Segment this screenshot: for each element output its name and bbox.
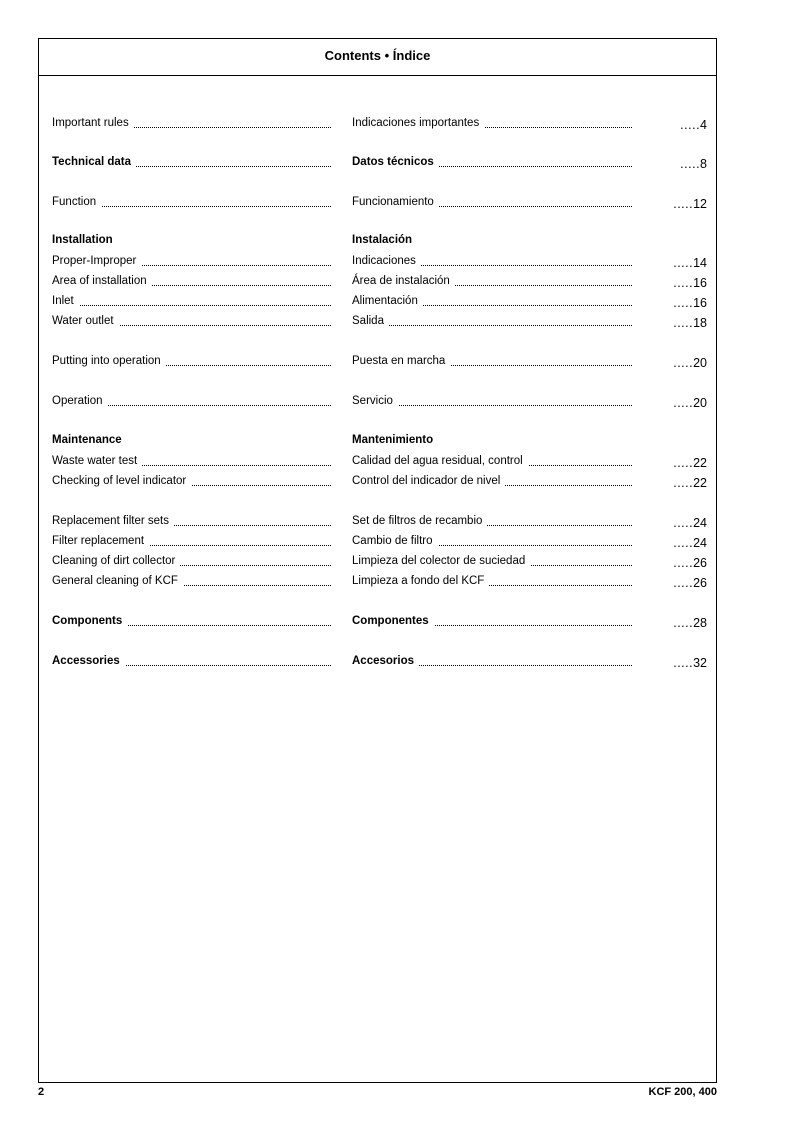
toc-page-number	[680, 155, 707, 173]
page-number-value: 12	[693, 197, 707, 211]
toc-entry-es-label: Alimentación	[352, 295, 423, 307]
toc-entry-es	[352, 572, 632, 590]
page-leader: .....	[673, 576, 694, 590]
page-leader: .....	[673, 536, 694, 550]
toc-entry[interactable]	[39, 652, 716, 670]
section-heading-es: Mantenimiento	[352, 434, 434, 446]
toc-entry-en-label: Area of installation	[52, 275, 152, 287]
page-number-value: 20	[693, 356, 707, 370]
toc-entry-en	[52, 292, 331, 310]
section-heading	[39, 232, 716, 248]
toc-entry-es	[352, 312, 632, 330]
toc-entry-es	[352, 193, 632, 211]
toc-entry[interactable]	[39, 392, 716, 410]
page-leader: .....	[673, 356, 694, 370]
toc-entry-es-label: Salida	[352, 315, 389, 327]
toc-entry-es-label: Cambio de filtro	[352, 535, 438, 547]
toc-entry-es-label: Indicaciones	[352, 255, 421, 267]
toc-entry-en-label: Inlet	[52, 295, 79, 307]
toc-entry-en-label: Waste water test	[52, 455, 142, 467]
toc-entry-es-label: Puesta en marcha	[352, 355, 450, 367]
toc-entry-es	[352, 652, 632, 670]
toc-entry-es-label: Calidad del agua residual, control	[352, 455, 528, 467]
toc-entry-en	[52, 572, 331, 590]
toc-page-number	[673, 654, 707, 672]
toc-entry-es	[352, 512, 632, 530]
toc-page-number	[673, 534, 707, 552]
toc-entry-es	[352, 292, 632, 310]
page-leader: .....	[673, 197, 694, 211]
page-frame	[38, 38, 717, 1083]
page-leader: .....	[673, 516, 694, 530]
toc-entry-en	[52, 193, 331, 211]
toc-entry[interactable]	[39, 472, 716, 490]
toc-entry-es-label: Datos técnicos	[352, 156, 439, 168]
toc-entry-es	[352, 153, 632, 171]
page-number-value: 16	[693, 276, 707, 290]
toc-entry-en-label: Accessories	[52, 655, 125, 667]
toc-entry-en	[52, 612, 331, 630]
toc-entry-en	[52, 153, 331, 171]
toc-entry-en	[52, 472, 331, 490]
page-leader: .....	[673, 296, 694, 310]
toc-entry-es-label: Servicio	[352, 395, 398, 407]
toc-entry-es-label: Set de filtros de recambio	[352, 515, 487, 527]
page-number-value: 22	[693, 456, 707, 470]
toc-entry[interactable]	[39, 552, 716, 570]
page-leader: .....	[673, 256, 694, 270]
toc-entry[interactable]	[39, 193, 716, 211]
page-number-value: 8	[700, 157, 707, 171]
toc-page-number	[673, 274, 707, 292]
toc-entry[interactable]	[39, 612, 716, 630]
toc-page-number	[673, 474, 707, 492]
toc-entry-en	[52, 312, 331, 330]
toc-entry-en	[52, 114, 331, 132]
toc-entry[interactable]	[39, 512, 716, 530]
page-number-value: 20	[693, 396, 707, 410]
toc-entry-es	[352, 392, 632, 410]
toc-entry[interactable]	[39, 532, 716, 550]
page-number-value: 26	[693, 556, 707, 570]
toc-entry-en	[52, 512, 331, 530]
page-number-value: 16	[693, 296, 707, 310]
page-leader: .....	[673, 616, 694, 630]
toc-entry-en	[52, 552, 331, 570]
section-heading-en: Maintenance	[52, 434, 122, 446]
page-number-value: 18	[693, 316, 707, 330]
toc-entry-en	[52, 452, 331, 470]
toc-entry-es	[352, 452, 632, 470]
toc-page-number	[673, 574, 707, 592]
footer-model: KCF 200, 400	[648, 1086, 717, 1098]
toc-entry[interactable]	[39, 312, 716, 330]
page-number-value: 14	[693, 256, 707, 270]
toc-entry-es	[352, 252, 632, 270]
toc-page-number	[673, 195, 707, 213]
toc-entry-en	[52, 352, 331, 370]
toc-page-number	[673, 254, 707, 272]
toc-entry-es-label: Área de instalación	[352, 275, 455, 287]
toc-entry-es	[352, 352, 632, 370]
dot-leader	[52, 305, 331, 306]
toc-entry-en	[52, 252, 331, 270]
toc-entry[interactable]	[39, 452, 716, 470]
page-number-value: 24	[693, 516, 707, 530]
toc-entry-es-label: Control del indicador de nivel	[352, 475, 505, 487]
toc-entry-en-label: Checking of level indicator	[52, 475, 191, 487]
contents-title: Contents • Índice	[324, 48, 431, 63]
toc-entry-es-label: Componentes	[352, 615, 434, 627]
section-heading	[39, 432, 716, 448]
toc-entry[interactable]	[39, 572, 716, 590]
toc-entry-en-label: Cleaning of dirt collector	[52, 555, 180, 567]
toc-entry-es-label: Limpieza a fondo del KCF	[352, 575, 489, 587]
toc-entry-es	[352, 552, 632, 570]
page-number-value: 24	[693, 536, 707, 550]
toc-page-number	[673, 554, 707, 572]
toc-entry-es-label: Indicaciones importantes	[352, 117, 484, 129]
toc-page-number	[680, 116, 707, 134]
toc-entry-es	[352, 114, 632, 132]
toc-entry-en	[52, 272, 331, 290]
toc-entry-es-label: Accesorios	[352, 655, 419, 667]
toc-entry-en-label: Proper-Improper	[52, 255, 141, 267]
toc-entry-en-label: Water outlet	[52, 315, 119, 327]
toc-page-number	[673, 514, 707, 532]
toc-entry-es-label: Funcionamiento	[352, 196, 439, 208]
toc-entry-en-label: General cleaning of KCF	[52, 575, 183, 587]
page-leader: .....	[673, 556, 694, 570]
toc-entry[interactable]	[39, 153, 716, 171]
page-leader: .....	[673, 316, 694, 330]
toc-entry-en	[52, 532, 331, 550]
toc-entry-en-label: Important rules	[52, 117, 134, 129]
toc-entry-en	[52, 392, 331, 410]
dot-leader	[352, 325, 632, 326]
page-number-value: 32	[693, 656, 707, 670]
toc-entry-en-label: Function	[52, 196, 101, 208]
page-leader: .....	[673, 656, 694, 670]
page-leader: .....	[673, 476, 694, 490]
page-number-value: 4	[700, 118, 707, 132]
page-leader: .....	[673, 396, 694, 410]
toc-entry-en-label: Operation	[52, 395, 108, 407]
toc-entry-en-label: Replacement filter sets	[52, 515, 174, 527]
section-heading-es: Instalación	[352, 234, 413, 246]
toc-entry-en	[52, 652, 331, 670]
toc-entry-en-label: Components	[52, 615, 127, 627]
toc-entry[interactable]	[39, 114, 716, 132]
toc-entry-en-label: Filter replacement	[52, 535, 149, 547]
page-number-value: 26	[693, 576, 707, 590]
toc-page-number	[673, 354, 707, 372]
toc-page-number	[673, 314, 707, 332]
toc-page-number	[673, 454, 707, 472]
toc-page-number	[673, 394, 707, 412]
toc-entry-en-label: Putting into operation	[52, 355, 166, 367]
toc-entry-es	[352, 612, 632, 630]
toc-entry-es-label: Limpieza del colector de suciedad	[352, 555, 530, 567]
toc-entry[interactable]	[39, 272, 716, 290]
contents-header	[39, 39, 716, 76]
page-leader: .....	[680, 118, 701, 132]
toc-entry[interactable]	[39, 252, 716, 270]
page-leader: .....	[673, 276, 694, 290]
page-leader: .....	[673, 456, 694, 470]
toc-entry-en-label: Technical data	[52, 156, 136, 168]
toc-entry-es	[352, 472, 632, 490]
toc-entry-es	[352, 272, 632, 290]
page-leader: .....	[680, 157, 701, 171]
toc-entry[interactable]	[39, 352, 716, 370]
toc-entry[interactable]	[39, 292, 716, 310]
page-number-value: 28	[693, 616, 707, 630]
toc-page-number	[673, 294, 707, 312]
page-number-value: 22	[693, 476, 707, 490]
toc-page-number	[673, 614, 707, 632]
toc-entry-es	[352, 532, 632, 550]
section-heading-en: Installation	[52, 234, 113, 246]
footer-page-number: 2	[38, 1086, 45, 1098]
